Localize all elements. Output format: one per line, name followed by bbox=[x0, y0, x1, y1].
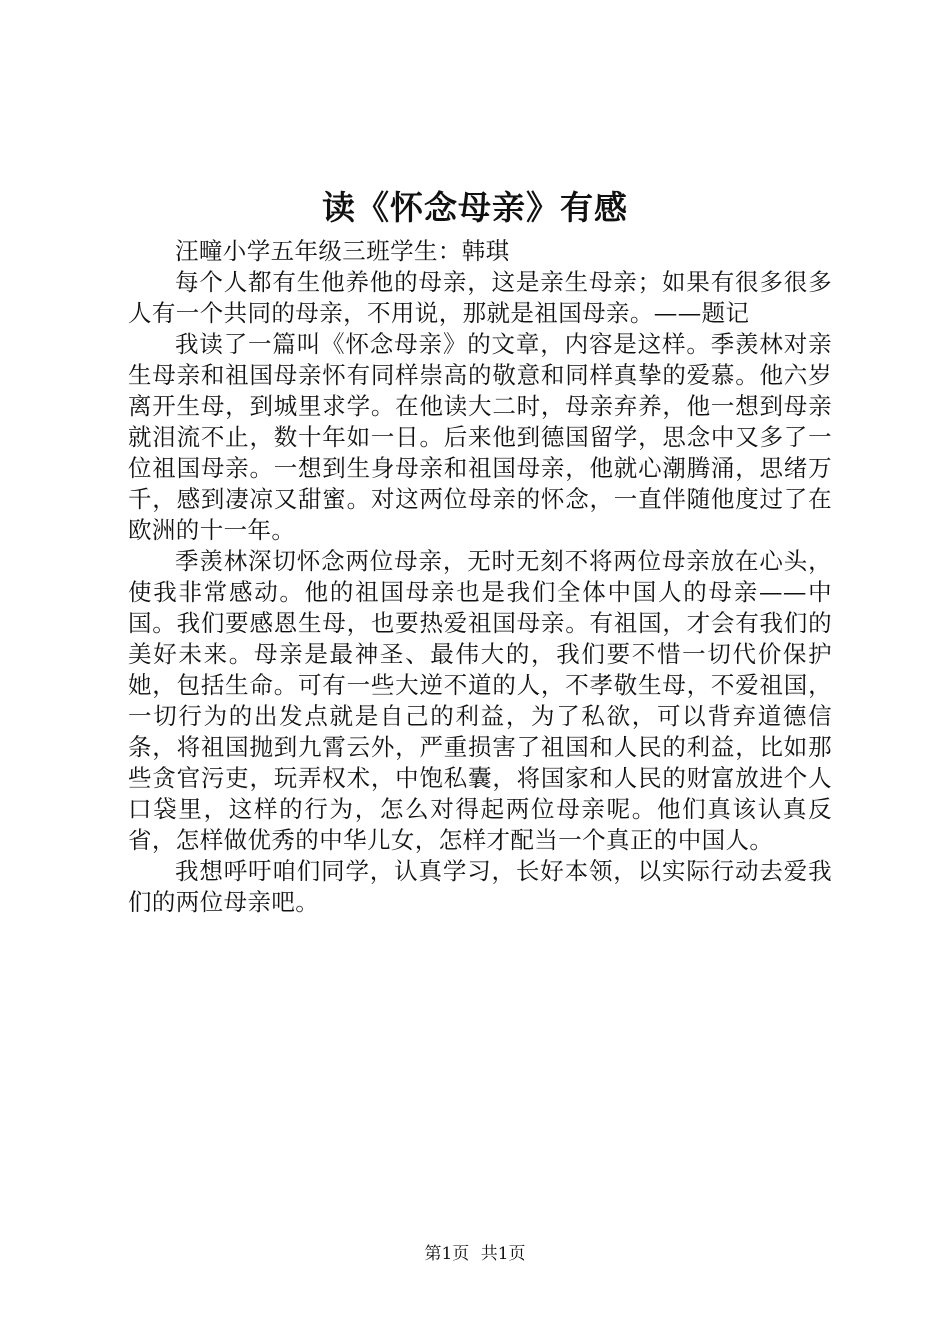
page-title: 读《怀念母亲》有感 bbox=[322, 188, 628, 227]
page-footer bbox=[0, 1242, 950, 1266]
document-body bbox=[128, 236, 832, 918]
page-number: 第1页 bbox=[424, 1244, 470, 1264]
paragraph-epigraph: 每个人都有生他养他的母亲，这是亲生母亲；如果有很多很多人有一个共同的母亲，不用说，那就是祖国母亲。——题记 bbox=[128, 268, 832, 327]
paragraph-conclusion: 我想呼吁咱们同学，认真学习，长好本领，以实际行动去爱我们的两位母亲吧。 bbox=[128, 857, 832, 916]
paragraph-summary: 我读了一篇叫《怀念母亲》的文章，内容是这样。季羡林对亲生母亲和祖国母亲怀有同样崇高的敬意和同样真挚的爱慕。他六岁离开生母，到城里求学。在他读大二时，母亲弃养，他一想到母亲就泪流不止，数十年如一日。后来他到德国留学，思念中又多了一位祖国母亲。一想到生身母亲和祖国母亲，他就心潮腾涌，思绪万千，感到凄凉又甜蜜。对这两位母亲的怀念，一直伴随他度过了在欧洲的十一年。 bbox=[128, 330, 832, 544]
page-total: 共1页 bbox=[480, 1244, 526, 1264]
author-line: 汪疃小学五年级三班学生：韩琪 bbox=[175, 237, 510, 265]
paragraph-reflection: 季羡林深切怀念两位母亲，无时无刻不将两位母亲放在心头，使我非常感动。他的祖国母亲也是我们全体中国人的母亲——中国。我们要感恩生母，也要热爱祖国母亲。有祖国，才会有我们的美好未来。母亲是最神圣、最伟大的，我们要不惜一切代价保护她，包括生命。可有一些大逆不道的人，不孝敬生母，不爱祖国，一切行为的出发点就是自己的利益，为了私欲，可以背弃道德信条，将祖国抛到九霄云外，严重损害了祖国和人民的利益，比如那些贪官污吏，玩弄权术，中饱私囊，将国家和人民的财富放进个人口袋里，这样的行为，怎么对得起两位母亲呢。他们真该认真反省，怎样做优秀的中华儿女，怎样才配当一个真正的中国人。 bbox=[128, 547, 832, 854]
